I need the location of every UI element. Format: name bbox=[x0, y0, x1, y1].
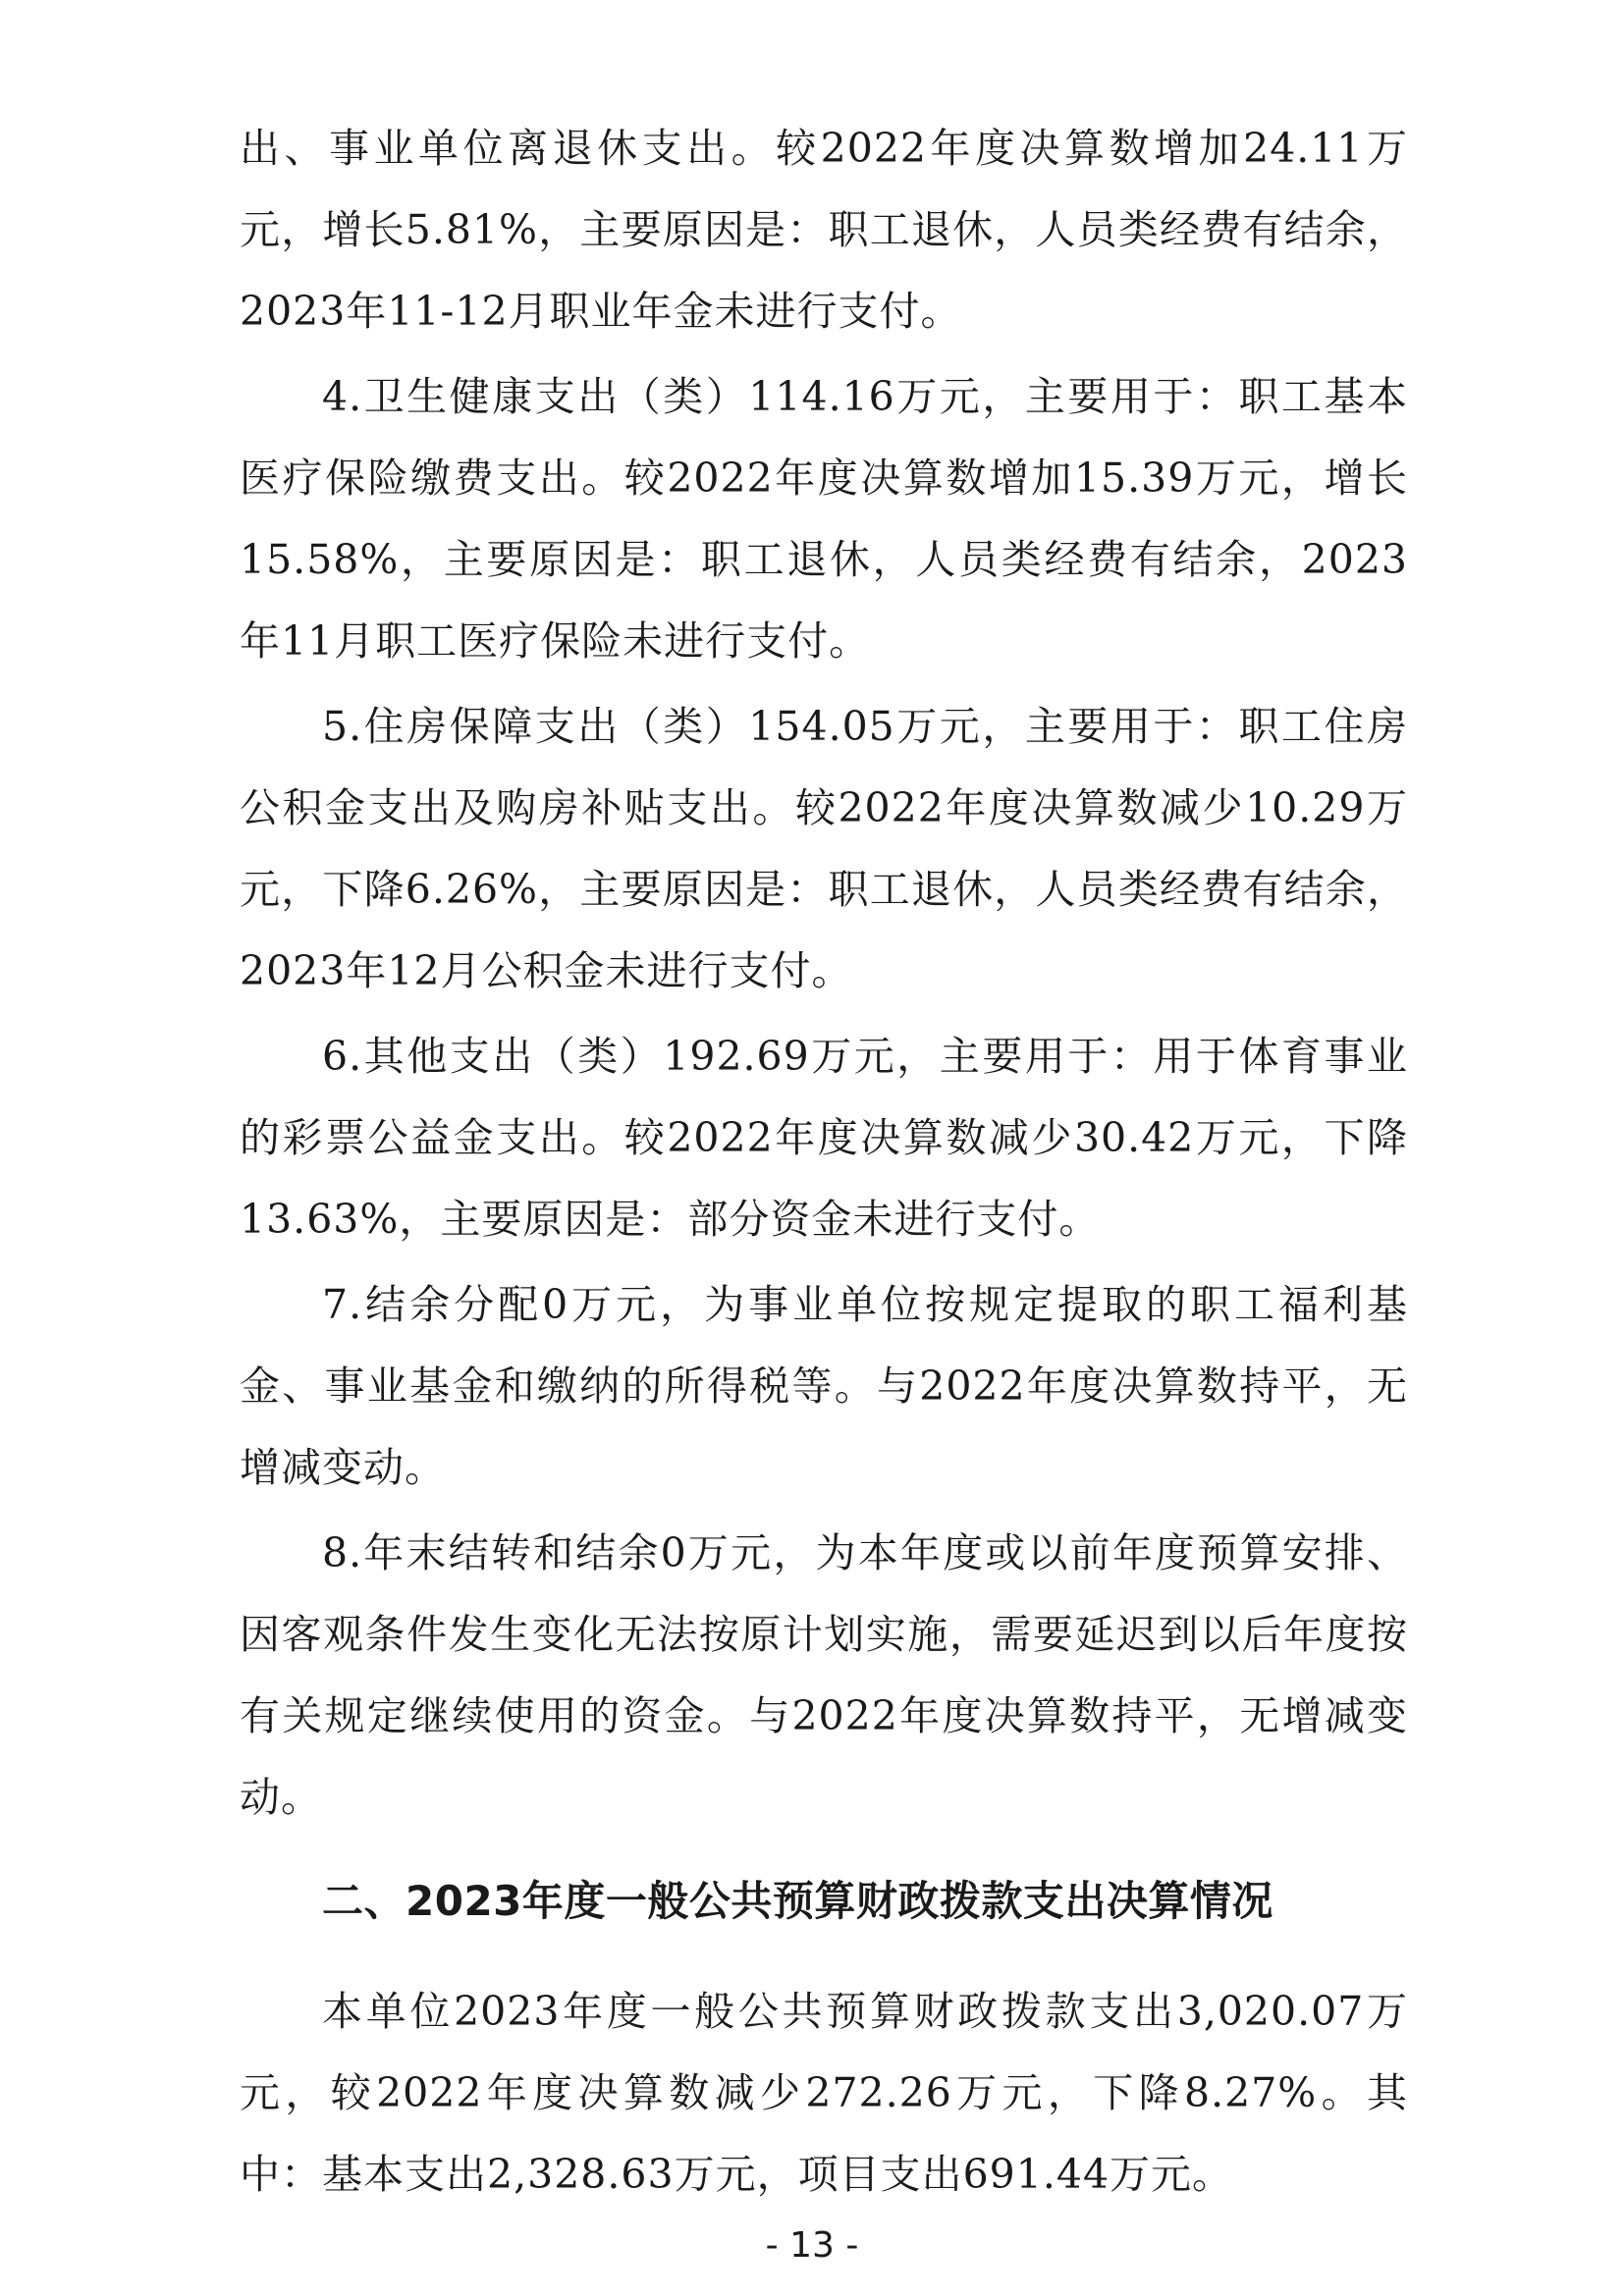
paragraph-year-end-carryover: 8.年末结转和结余0万元，为本年度或以前年度预算安排、因客观条件发生变化无法按原计划实施，需要延迟到以后年度按有关规定继续使用的资金。与2022年度决算数持平，无增减变动。 bbox=[240, 1529, 1408, 1821]
paragraph-general-budget: 本单位2023年度一般公共预算财政拨款支出3,020.07万元，较2022年度决算数减少272.26万元，下降8.27%。其中：基本支出2,328.63万元，项目支出691.44万元。 bbox=[240, 1988, 1408, 2198]
page-number: - 13 - bbox=[765, 2225, 859, 2266]
section-heading: 二、2023年度一般公共预算财政拨款支出决算情况 bbox=[322, 1877, 1273, 1925]
paragraph-other-expenditure: 6.其他支出（类）192.69万元，主要用于：用于体育事业的彩票公益金支出。较2022年度决算数减少30.42万元，下降13.63%，主要原因是：部分资金未进行支付。 bbox=[240, 1033, 1408, 1243]
document-body bbox=[240, 108, 1408, 2216]
paragraph-housing-expenditure: 5.住房保障支出（类）154.05万元，主要用于：职工住房公积金支出及购房补贴支出。较2022年度决算数减少10.29万元，下降6.26%，主要原因是：职工退休，人员类经费有结余，2023年12月公积金未进行支付。 bbox=[240, 703, 1408, 994]
paragraph-health-expenditure: 4.卫生健康支出（类）114.16万元，主要用于：职工基本医疗保险缴费支出。较2022年度决算数增加15.39万元，增长15.58%，主要原因是：职工退休，人员类经费有结余，2023年11月职工医疗保险未进行支付。 bbox=[240, 373, 1408, 665]
paragraph-continued: 出、事业单位离退休支出。较2022年度决算数增加24.11万元，增长5.81%，主要原因是：职工退休，人员类经费有结余，2023年11-12月职业年金未进行支付。 bbox=[240, 125, 1408, 335]
paragraph-surplus-distribution: 7.结余分配0万元，为事业单位按规定提取的职工福利基金、事业基金和缴纳的所得税等。与2022年度决算数持平，无增减变动。 bbox=[240, 1281, 1408, 1491]
